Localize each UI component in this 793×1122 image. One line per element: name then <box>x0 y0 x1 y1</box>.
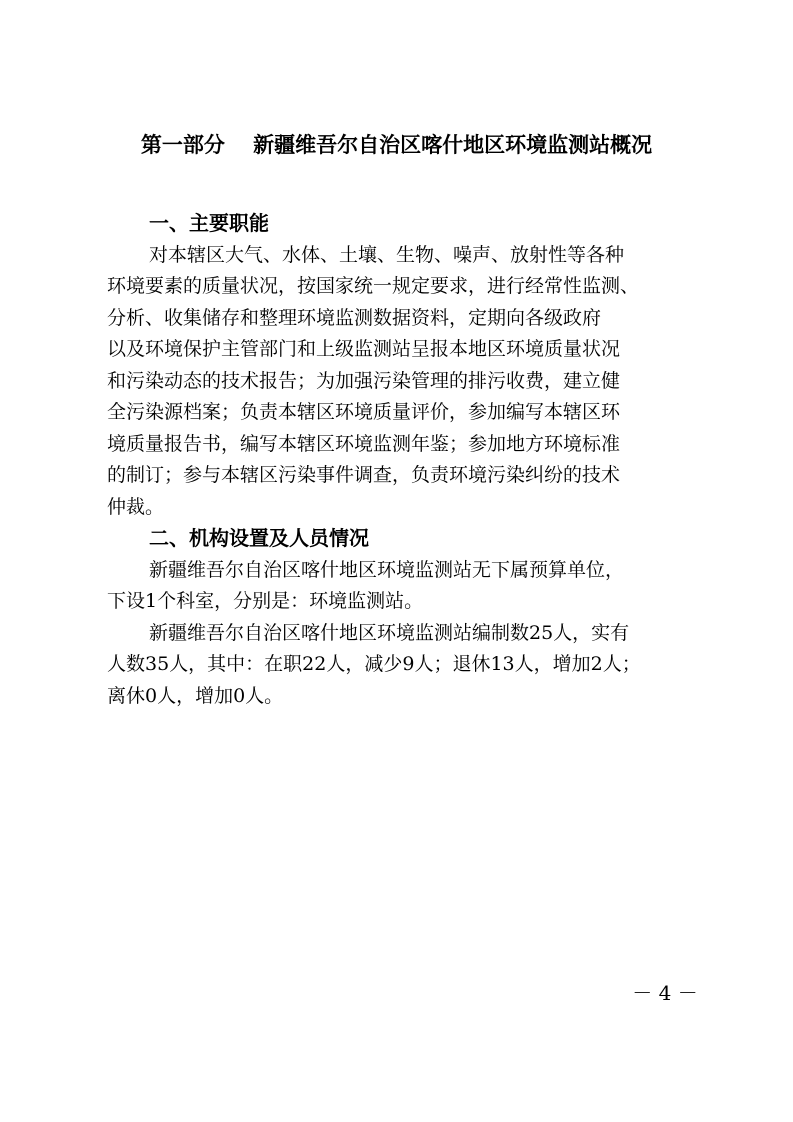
document-title: 第一部分 新疆维吾尔自治区喀什地区环境监测站概况 <box>140 133 653 157</box>
paragraph-line: 新疆维吾尔自治区喀什地区环境监测站编制数25人，实有 <box>149 621 630 644</box>
paragraph-line: 分析、收集储存和整理环境监测数据资料，定期向各级政府 <box>107 306 602 329</box>
paragraph-line: 以及环境保护主管部门和上级监测站呈报本地区环境质量状况 <box>107 338 621 360</box>
section-heading-main-functions: 一、主要职能 <box>149 211 269 235</box>
paragraph-line: 下设1个科室，分别是：环境监测站。 <box>107 590 424 612</box>
section-heading-organization-staff: 二、机构设置及人员情况 <box>149 526 369 550</box>
paragraph-line: 仲裁。 <box>107 495 165 518</box>
paragraph-line: 环境要素的质量状况，按国家统一规定要求，进行经常性监测、 <box>107 275 640 297</box>
paragraph-line: 全污染源档案；负责本辖区环境质量评价，参加编写本辖区环 <box>107 401 621 423</box>
paragraph-line: 人数35人，其中：在职22人，减少9人；退休13人，增加2人； <box>107 653 641 675</box>
document-body <box>107 208 697 712</box>
paragraph-line: 对本辖区大气、水体、土壤、生物、噪声、放射性等各种 <box>149 243 625 266</box>
paragraph-line: 境质量报告书，编写本辖区环境监测年鉴；参加地方环境标准 <box>107 432 621 455</box>
section-organization-staff <box>107 523 697 712</box>
page-number: － 4 － <box>632 981 698 1005</box>
paragraph-line: 离休0人，增加0人。 <box>107 684 284 707</box>
paragraph-line: 和污染动态的技术报告；为加强污染管理的排污收费，建立健 <box>107 369 621 392</box>
paragraph-line: 新疆维吾尔自治区喀什地区环境监测站无下属预算单位， <box>149 558 625 581</box>
section-main-functions <box>107 208 697 523</box>
paragraph-line: 的制订；参与本辖区污染事件调查，负责环境污染纠纷的技术 <box>107 464 621 486</box>
